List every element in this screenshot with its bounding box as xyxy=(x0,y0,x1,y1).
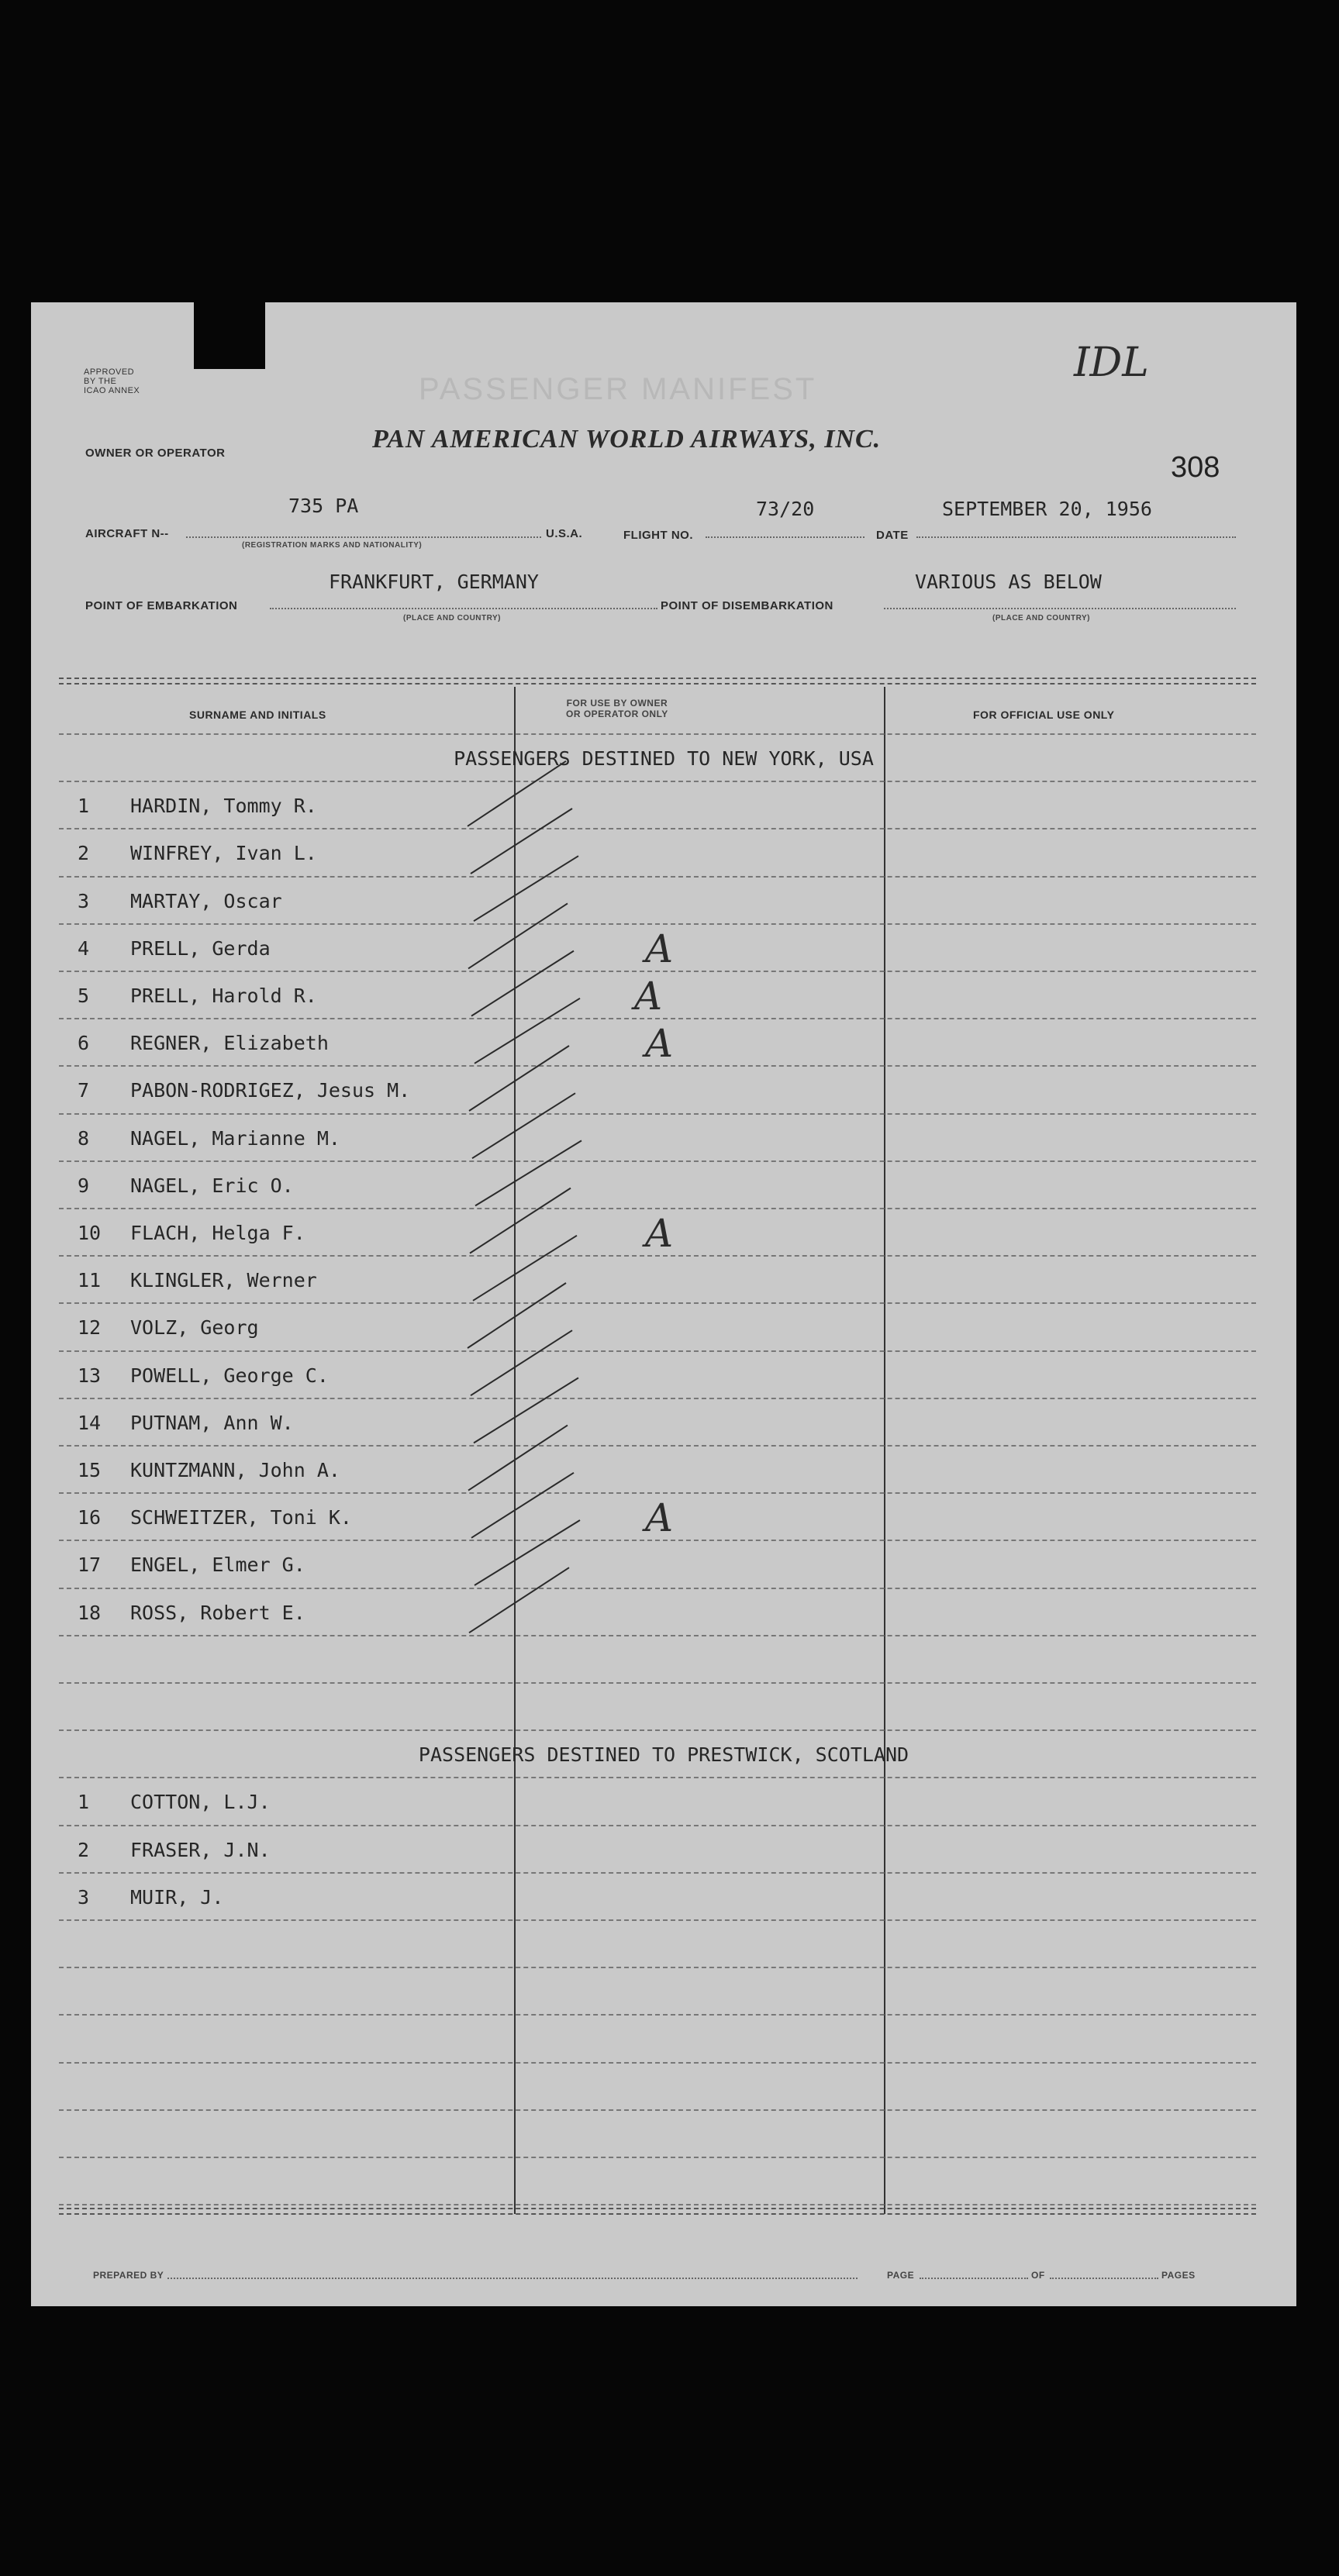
col-official: FOR OFFICIAL USE ONLY xyxy=(973,709,1115,721)
col-surname: SURNAME AND INITIALS xyxy=(189,709,326,721)
table-bottom-rule xyxy=(59,2208,1256,2215)
check-mark xyxy=(468,1426,568,1491)
passenger-name: PABON-RODRIGEZ, Jesus M. xyxy=(130,1079,411,1102)
disembarkation-place: VARIOUS AS BELOW xyxy=(915,571,1102,593)
passenger-number: 1 xyxy=(78,795,90,817)
passenger-mark: A xyxy=(634,974,663,1019)
col-owner-line: FOR USE BY OWNER xyxy=(566,698,668,709)
check-mark xyxy=(468,761,566,826)
prepared-by-label: PREPARED BY xyxy=(93,2270,164,2281)
passenger-name: FLACH, Helga F. xyxy=(130,1222,305,1244)
passenger-number: 15 xyxy=(78,1459,102,1481)
passenger-name: MARTAY, Oscar xyxy=(130,890,282,912)
passenger-number: 8 xyxy=(78,1127,90,1150)
form-title: PASSENGER MANIFEST xyxy=(419,372,817,406)
passenger-name: MUIR, J. xyxy=(130,1886,224,1909)
passenger-number: 4 xyxy=(78,937,90,960)
passenger-name: FRASER, J.N. xyxy=(130,1839,271,1861)
check-mark xyxy=(475,1140,581,1205)
check-mark xyxy=(470,1188,571,1254)
passenger-name: PRELL, Gerda xyxy=(130,937,271,960)
approval-line: BY THE xyxy=(84,377,117,386)
passenger-mark: A xyxy=(645,926,674,971)
passenger-mark: A xyxy=(645,1021,674,1066)
passenger-number: 18 xyxy=(78,1602,102,1624)
passenger-number: 9 xyxy=(78,1174,90,1197)
place-note-embark: (PLACE AND COUNTRY) xyxy=(403,614,501,622)
passenger-name: PUTNAM, Ann W. xyxy=(130,1412,294,1434)
page-label: PAGE xyxy=(887,2270,915,2281)
passenger-name: KUNTZMANN, John A. xyxy=(130,1459,340,1481)
check-mark xyxy=(475,998,580,1064)
check-mark xyxy=(473,1236,577,1301)
flight-date: SEPTEMBER 20, 1956 xyxy=(942,498,1152,520)
passenger-name: POWELL, George C. xyxy=(130,1364,329,1387)
passenger-name: ROSS, Robert E. xyxy=(130,1602,305,1624)
place-note-disembark: (PLACE AND COUNTRY) xyxy=(992,614,1090,622)
check-mark xyxy=(474,856,578,921)
passenger-name: ENGEL, Elmer G. xyxy=(130,1554,305,1576)
passenger-number: 12 xyxy=(78,1316,102,1339)
handwritten-note: IDL xyxy=(1074,340,1149,386)
passenger-number: 16 xyxy=(78,1506,102,1529)
check-mark xyxy=(471,809,572,874)
group-heading: PASSENGERS DESTINED TO PRESTWICK, SCOTLAND xyxy=(418,1743,909,1766)
passenger-name: PRELL, Harold R. xyxy=(130,985,317,1007)
passenger-mark: A xyxy=(645,1495,674,1540)
passenger-number: 3 xyxy=(78,1886,90,1909)
passenger-name: COTTON, L.J. xyxy=(130,1791,271,1813)
passenger-number: 14 xyxy=(78,1412,102,1434)
passenger-number: 17 xyxy=(78,1554,102,1576)
approval-line: ICAO ANNEX xyxy=(84,386,140,395)
check-marks xyxy=(31,302,1296,2306)
col-owner-line: OR OPERATOR ONLY xyxy=(566,709,668,719)
check-mark xyxy=(469,1567,569,1633)
embarkation-place: FRANKFURT, GERMANY xyxy=(329,571,539,593)
check-mark xyxy=(471,1330,572,1395)
check-mark xyxy=(472,1093,575,1158)
page-number: 308 xyxy=(1171,451,1220,484)
disembarkation-label: POINT OF DISEMBARKATION xyxy=(661,599,833,612)
passenger-name: HARDIN, Tommy R. xyxy=(130,795,317,817)
passenger-number: 11 xyxy=(78,1269,102,1291)
operator-name: PAN AMERICAN WORLD AIRWAYS, INC. xyxy=(372,425,882,453)
approval-line: APPROVED xyxy=(84,367,135,377)
passenger-number: 5 xyxy=(78,985,90,1007)
of-label: OF xyxy=(1031,2270,1045,2281)
check-mark xyxy=(474,1378,578,1443)
check-mark xyxy=(475,1520,580,1585)
usa-label: U.S.A. xyxy=(546,527,583,540)
group-heading: PASSENGERS DESTINED TO NEW YORK, USA xyxy=(454,747,874,770)
manifest-sheet xyxy=(31,302,1296,2306)
passenger-name: NAGEL, Marianne M. xyxy=(130,1127,340,1150)
pages-label: PAGES xyxy=(1161,2270,1196,2281)
aircraft-label: AIRCRAFT N-- xyxy=(85,527,169,540)
passenger-name: SCHWEITZER, Toni K. xyxy=(130,1506,352,1529)
passenger-number: 13 xyxy=(78,1364,102,1387)
check-mark xyxy=(469,1046,569,1111)
flight-number: 73/20 xyxy=(756,498,815,520)
check-mark xyxy=(471,1473,574,1538)
passenger-name: WINFREY, Ivan L. xyxy=(130,842,317,864)
passenger-mark: A xyxy=(645,1211,674,1256)
passenger-number: 10 xyxy=(78,1222,102,1244)
passenger-name: REGNER, Elizabeth xyxy=(130,1032,329,1054)
date-label: DATE xyxy=(876,529,909,542)
check-mark xyxy=(471,951,574,1016)
passenger-number: 2 xyxy=(78,1839,90,1861)
embarkation-label: POINT OF EMBARKATION xyxy=(85,599,238,612)
passenger-number: 6 xyxy=(78,1032,90,1054)
passenger-number: 2 xyxy=(78,842,90,864)
passenger-name: KLINGLER, Werner xyxy=(130,1269,317,1291)
registration-note: (REGISTRATION MARKS AND NATIONALITY) xyxy=(242,541,423,550)
passenger-name: NAGEL, Eric O. xyxy=(130,1174,294,1197)
passenger-number: 1 xyxy=(78,1791,90,1813)
passenger-number: 7 xyxy=(78,1079,90,1102)
aircraft-registration: 735 PA xyxy=(288,495,359,517)
owner-label: OWNER OR OPERATOR xyxy=(85,447,226,460)
passenger-name: VOLZ, Georg xyxy=(130,1316,259,1339)
check-mark xyxy=(468,903,568,968)
passenger-number: 3 xyxy=(78,890,90,912)
flight-label: FLIGHT NO. xyxy=(623,529,693,542)
check-mark xyxy=(468,1283,566,1348)
